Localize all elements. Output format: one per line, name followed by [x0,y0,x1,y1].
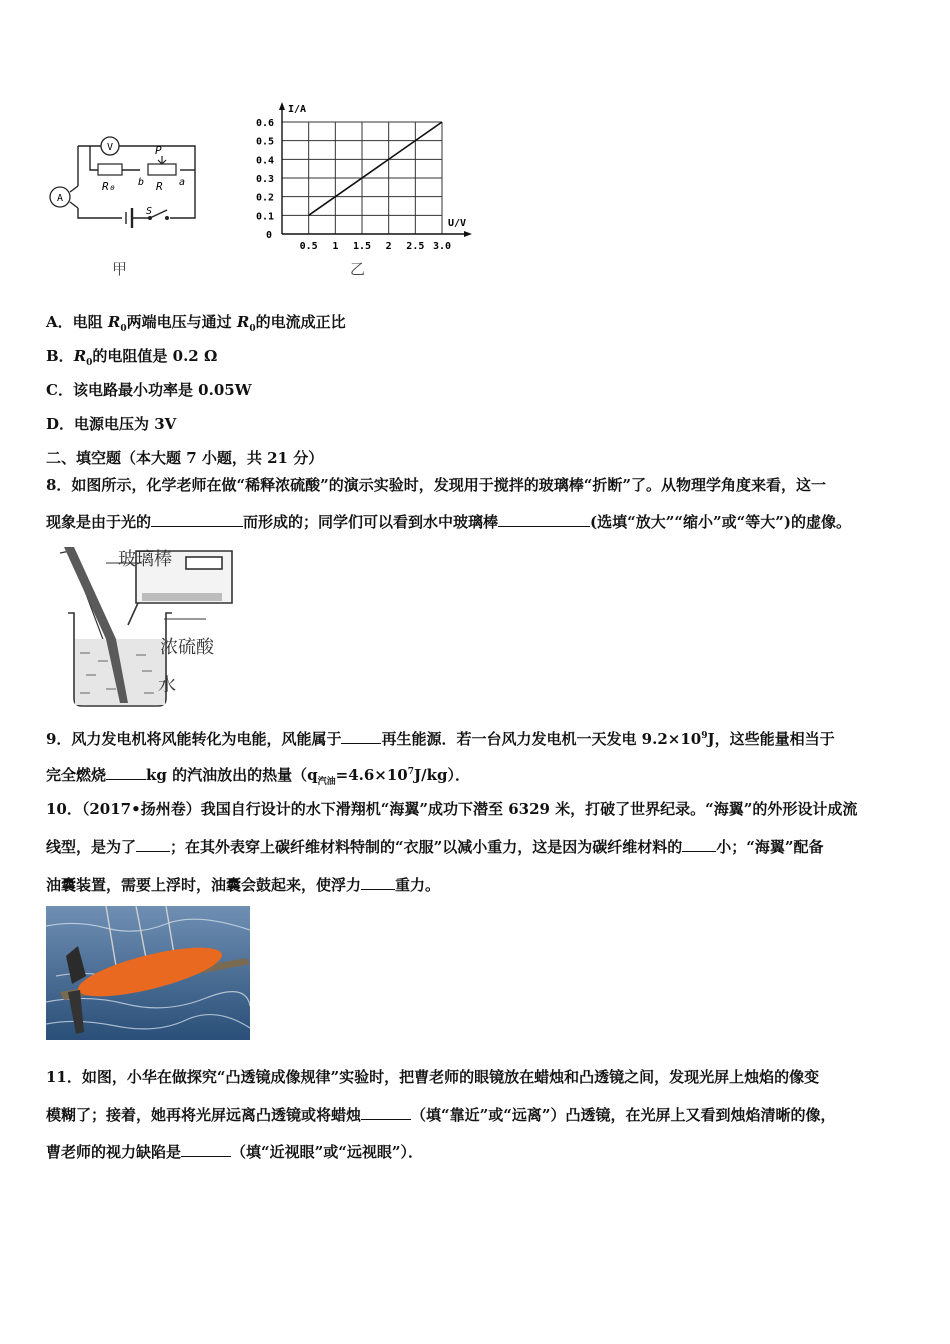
y-tick-label: 0.4 [255,155,274,167]
rod-label: 玻璃棒 [118,549,172,570]
iu-graph [250,100,480,255]
q8-line1: 8．如图所示，化学老师在做“稀释浓硫酸”的演示实验时，发现用于搅拌的玻璃棒“折断”了。从物理学角度来看，这一 [46,476,826,494]
origin-label: 0 [266,230,273,241]
circuit-caption: 甲 [112,260,128,278]
p-label: P [155,144,162,157]
x-tick-label: 2 [385,241,392,252]
section-heading: 二、填空题（本大题 7 小题，共 21 分） [46,449,324,467]
circuit-diagram [40,128,210,238]
x-tick-label: 0.5 [299,241,318,252]
y-tick-label: 0.2 [255,192,274,204]
q8-blank-2 [498,512,590,527]
x-tick-label: 2.5 [406,241,425,252]
option-c: C．该电路最小功率是 0.05W [46,381,252,399]
beaker-figure [46,543,241,713]
a-label: a [179,177,186,188]
q9-blank-1 [341,729,381,744]
option-a: A．电阻 $R_0$两端电压与通过 $R_0$的电流成正比 [46,313,346,334]
ammeter-label: A [56,193,64,204]
y-tick-label: 0.5 [255,136,274,148]
r0-label: R₀ [102,180,116,193]
glider-photo [46,906,250,1040]
q9-line2: 完全燃烧 kg 的汽油放出的热量$(q_{汽油}=4.6\times 10^7J/kg)$． [46,766,470,787]
q11-blank-1 [361,1105,411,1120]
q8-line2: 现象是由于光的 而形成的；同学们可以看到水中玻璃棒 (选填“放大”“缩小”或“等大”)的虚像。 [46,513,851,531]
q11-line3: 曹老师的视力缺陷是 （填“近视眼”或“远视眼”）． [46,1143,424,1161]
q9-line1: 9．风力发电机将风能转化为电能，风能属于 再生能源．若一台风力发电机一天发电 $9.2\times 10^9J$，这些能量相当于 [46,730,835,748]
q10-line3: 油囊装置，需要上浮时，油囊会鼓起来，使浮力 重力。 [46,876,441,894]
x-tick-label: 1 [332,241,339,252]
y-tick-label: 0.3 [255,174,274,185]
x-tick-label: 3.0 [432,241,452,252]
x-axis-arrow [464,231,472,237]
q8-blank-1 [151,512,243,527]
b-label: b [138,177,145,188]
q9-blank-2 [106,765,146,780]
r-label: R [156,180,163,193]
q10-blank-3 [361,875,395,890]
q11-line2: 模糊了；接着，她再将光屏远离凸透镜或将蜡烛 （填“靠近”或“远离”）凸透镜，在光屏上又看到烛焰清晰的像， [46,1106,836,1124]
y-axis-label: I/A [288,104,307,115]
voltmeter-label: V [106,142,114,153]
q11-blank-2 [181,1142,231,1157]
q10-blank-1 [136,837,170,852]
data-line [309,122,442,215]
graph-caption: 乙 [350,260,366,278]
q10-line2: 线型，是为了 ；在其外表穿上碳纤维材料特制的“衣服”以减小重力，这是因为碳纤维材料的 小；“海翼”配备 [46,838,824,856]
s-label: S [146,206,153,217]
y-tick-label: 0.1 [255,211,274,223]
y-axis-arrow [279,102,285,110]
water-label: 水 [158,675,176,696]
q11-line1: 11．如图，小华在做探究“凸透镜成像规律”实验时，把曹老师的眼镜放在蜡烛和凸透镜之间，发现光屏上烛焰的像变 [46,1068,820,1086]
q10-line1: 10．（2017•扬州卷）我国自行设计的水下滑翔机“海翼”成功下潜至 6329 米，打破了世界纪录。“海翼”的外形设计成流 [46,800,858,818]
acid-label: 浓硫酸 [160,637,214,658]
q10-blank-2 [682,837,716,852]
x-axis-label: U/V [448,218,467,229]
option-d: D．电源电压为 3V [46,415,177,433]
x-tick-label: 1.5 [352,241,372,252]
y-tick-label: 0.6 [255,118,274,129]
option-b: B．$R_0$的电阻值是 0.2 Ω [46,347,218,368]
